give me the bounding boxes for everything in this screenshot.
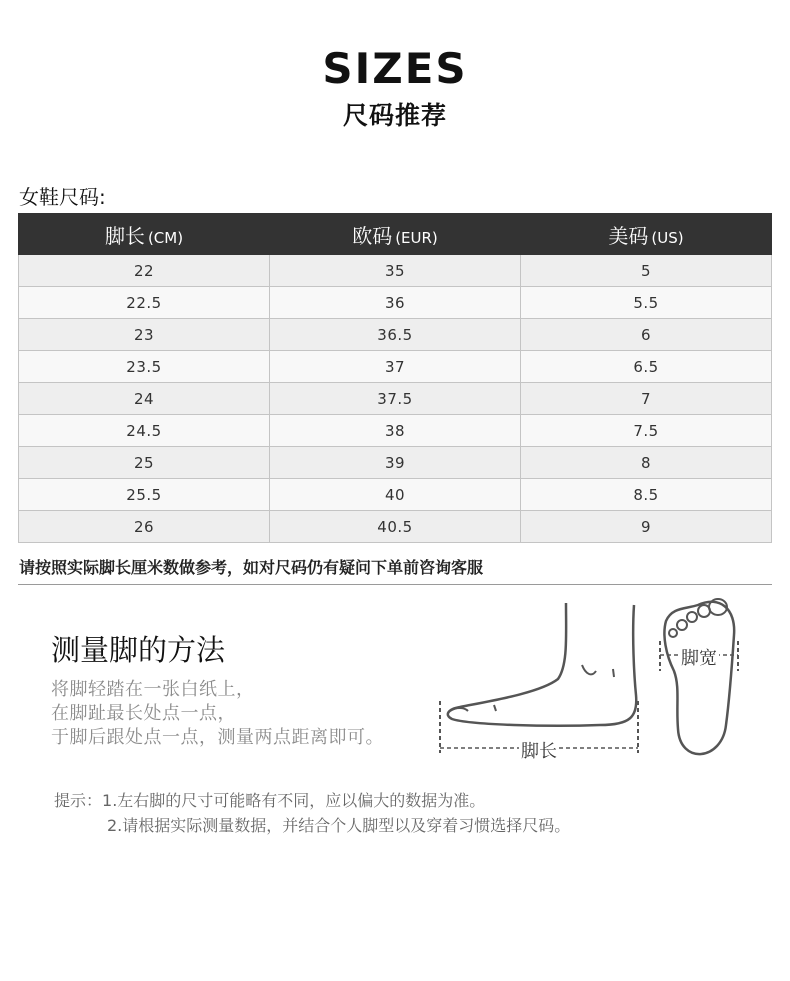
tips — [54, 788, 570, 838]
foot-side-ankle-dot — [613, 669, 614, 677]
cell-eur: 40.5 — [270, 511, 521, 543]
cell-eur: 36 — [270, 287, 521, 319]
size-table — [18, 213, 772, 543]
cell-foot-length: 23 — [19, 319, 270, 351]
cell-us: 5.5 — [521, 287, 772, 319]
foot-side-outline — [448, 603, 636, 726]
foot-side-crease — [494, 705, 496, 711]
cell-us: 8 — [521, 447, 772, 479]
table-row — [19, 319, 772, 351]
width-label: 脚宽 — [679, 644, 719, 670]
cell-us: 6 — [521, 319, 772, 351]
size-advice-note: 请按照实际脚长厘米数做参考，如对尺码仍有疑问下单前咨询客服 — [19, 558, 484, 577]
tip-prefix: 提示： — [54, 791, 103, 810]
table-row — [19, 511, 772, 543]
table-row — [19, 415, 772, 447]
cell-us: 8.5 — [521, 479, 772, 511]
method-line: 在脚趾最长处点一点， — [51, 703, 236, 724]
page-title: SIZES — [322, 44, 468, 93]
method-line: 于脚后跟处点一点，测量两点距离即可。 — [51, 727, 384, 748]
cell-us: 7.5 — [521, 415, 772, 447]
cell-foot-length: 22 — [19, 255, 270, 287]
table-header-row — [19, 214, 772, 255]
table-row — [19, 479, 772, 511]
foot-side-ankle — [582, 665, 596, 674]
cell-eur: 39 — [270, 447, 521, 479]
tip-1-text: 1.左右脚的尺寸可能略有不同，应以偏大的数据为准。 — [102, 791, 486, 810]
section-label: 女鞋尺码: — [19, 185, 106, 209]
cell-us: 6.5 — [521, 351, 772, 383]
method-instructions — [51, 678, 384, 750]
foot-side-nail — [450, 708, 468, 711]
tip-1 — [54, 788, 570, 813]
cell-foot-length: 25 — [19, 447, 270, 479]
method-title: 测量脚的方法 — [51, 633, 226, 667]
page-subtitle: 尺码推荐 — [342, 101, 447, 130]
table-row — [19, 255, 772, 287]
cell-us: 5 — [521, 255, 772, 287]
table-row — [19, 383, 772, 415]
cell-foot-length: 25.5 — [19, 479, 270, 511]
toe-4 — [677, 620, 687, 630]
column-header-foot-length: 脚长 (CM) — [19, 214, 270, 255]
table-row — [19, 287, 772, 319]
cell-eur: 37 — [270, 351, 521, 383]
table-row — [19, 447, 772, 479]
tip-2: 2.请根据实际测量数据，并结合个人脚型以及穿着习惯选择尺码。 — [107, 816, 571, 835]
length-label: 脚长 — [519, 737, 559, 763]
cell-eur: 40 — [270, 479, 521, 511]
cell-eur: 38 — [270, 415, 521, 447]
cell-foot-length: 22.5 — [19, 287, 270, 319]
column-header-us: 美码 (US) — [521, 214, 772, 255]
cell-eur: 36.5 — [270, 319, 521, 351]
table-row — [19, 351, 772, 383]
cell-foot-length: 24 — [19, 383, 270, 415]
column-header-eur: 欧码 (EUR) — [270, 214, 521, 255]
method-line: 将脚轻踏在一张白纸上， — [51, 679, 255, 700]
toe-2 — [698, 605, 710, 617]
foot-sole-outline — [664, 602, 734, 754]
cell-eur: 35 — [270, 255, 521, 287]
cell-foot-length: 26 — [19, 511, 270, 543]
cell-foot-length: 23.5 — [19, 351, 270, 383]
foot-measurement-illustration — [430, 595, 750, 775]
cell-eur: 37.5 — [270, 383, 521, 415]
toe-5 — [669, 629, 677, 637]
cell-foot-length: 24.5 — [19, 415, 270, 447]
toe-3 — [687, 612, 697, 622]
cell-us: 9 — [521, 511, 772, 543]
cell-us: 7 — [521, 383, 772, 415]
divider — [18, 584, 772, 585]
